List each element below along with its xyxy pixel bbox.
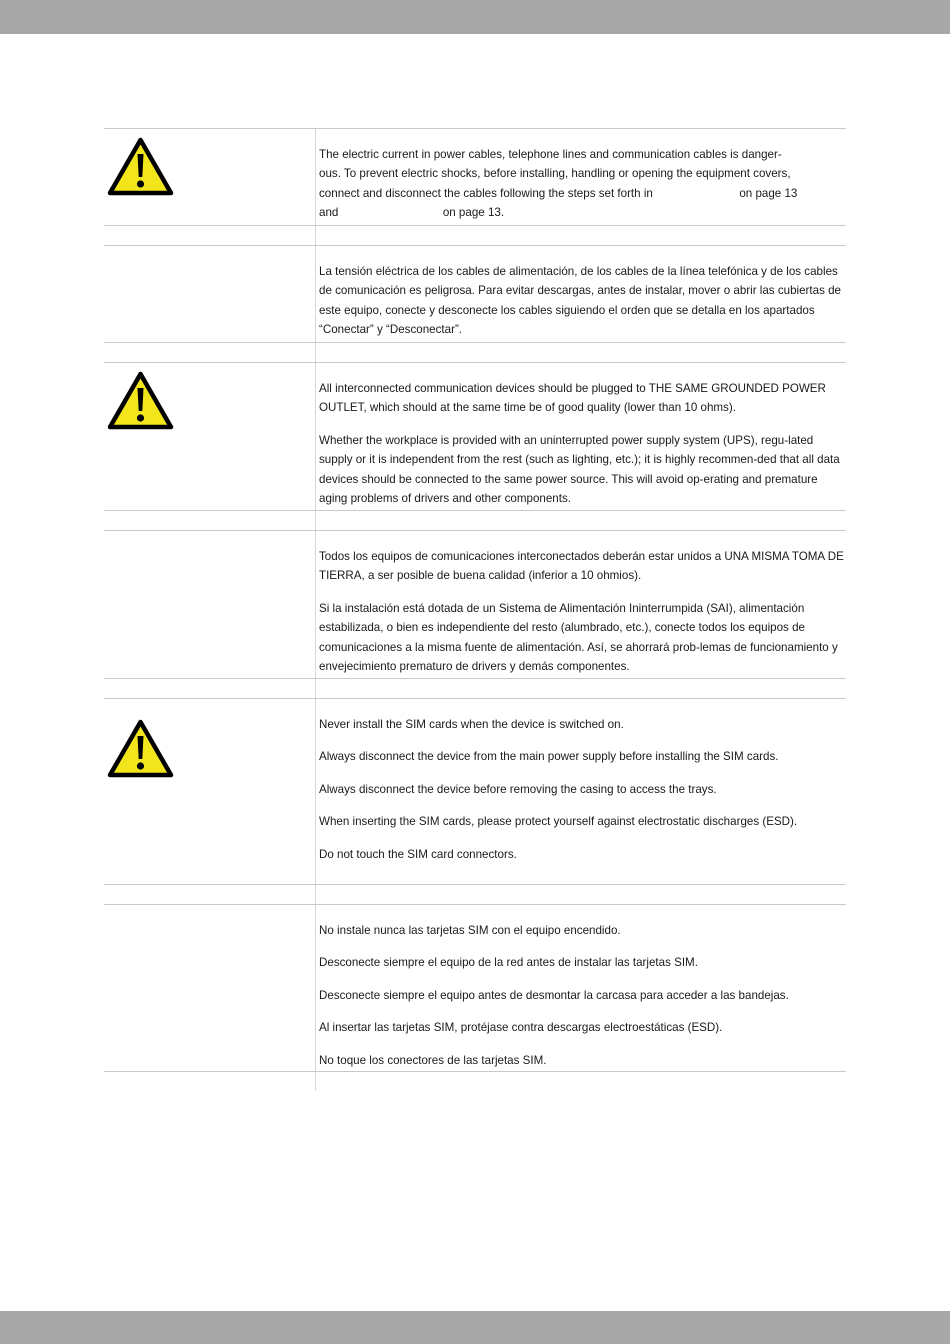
warning-text: [315, 531, 846, 678]
warning-row-grounding-en: [104, 362, 846, 510]
warning-text: [315, 699, 846, 884]
warning-paragraph: Al insertar las tarjetas SIM, protéjase contra descargas electroestáticas (ESD).: [319, 1021, 723, 1035]
warning-text: [315, 905, 846, 1071]
warning-row-grounding-es: [104, 530, 846, 678]
warning-text: [315, 363, 846, 510]
warning-text: [315, 129, 846, 225]
warning-text: [315, 246, 846, 342]
page-reference: on page 13.: [442, 206, 505, 220]
warning-paragraph: Do not touch the SIM card connectors.: [319, 847, 517, 861]
warning-paragraph: Never install the SIM cards when the device is switched on.: [319, 718, 624, 731]
warning-paragraph: Desconecte siempre el equipo de la red antes de instalar las tarjetas SIM.: [319, 956, 698, 970]
warning-paragraph: Always disconnect the device before removing the casing to access the trays.: [319, 782, 717, 796]
warning-paragraph: Todos los equipos de comunicaciones interconectados deberán estar unidos a UNA MISMA TOMA DE TIERRA, a ser posible de buena calidad (inferior a 10 ohmios).: [319, 550, 844, 583]
text-line-start: connect and disconnect the cables following the steps set forth in: [319, 186, 653, 200]
warning-row-sim-en: [104, 698, 846, 884]
safety-warnings-table: [104, 128, 846, 1091]
warning-paragraph: No toque los conectores de las tarjetas SIM.: [319, 1053, 547, 1067]
text-line: The electric current in power cables, telephone lines and communication cables is danger-: [319, 148, 782, 161]
page-header-bar: [0, 0, 950, 34]
text-line: [319, 184, 846, 203]
warning-paragraph: No instale nunca las tarjetas SIM con el equipo encendido.: [319, 924, 621, 937]
warning-paragraph: Whether the workplace is provided with an uninterrupted power supply system (UPS), regu-lated supply or it is independent from the rest (such as lighting, etc.); it is highly recommen-ded that all data devices should be connected to the same power source. This will avoid op-erating and premature aging problems of drivers and other components.: [319, 433, 840, 506]
warning-paragraph: Si la instalación está dotada de un Sistema de Alimentación Ininterrumpida (SAI), alimentación estabilizada, o bien es independiente del resto (alumbrado, etc.), conecte todos los equipos de comunicaciones a la misma fuente de alimentación. Así, se ahorrará prob-lemas de funcionamiento y envejecimiento prematuro de drivers y demás componentes.: [319, 601, 838, 674]
page-footer-bar: [0, 1311, 950, 1344]
warning-row-sim-es: [104, 904, 846, 1071]
text-line-start: and: [319, 206, 339, 220]
warning-row-electric-es: [104, 245, 846, 342]
warning-paragraph: All interconnected communication devices should be plugged to THE SAME GROUNDED POWER OUTLET, which should at the same time be of good quality (lower than 10 ohms).: [319, 382, 826, 415]
page-reference: on page 13: [739, 186, 798, 200]
warning-triangle-icon: [107, 371, 174, 431]
warning-paragraph: When inserting the SIM cards, please protect yourself against electrostatic discharges (ESD).: [319, 815, 798, 829]
text-line: [319, 203, 846, 222]
warning-paragraph: Desconecte siempre el equipo antes de desmontar la carcasa para acceder a las bandejas.: [319, 988, 789, 1002]
warning-paragraph: Always disconnect the device from the main power supply before installing the SIM cards.: [319, 750, 779, 764]
warning-paragraph: La tensión eléctrica de los cables de alimentación, de los cables de la línea telefónica y de los cables de comunicación es peligrosa. Para evitar descargas, antes de instalar, mover o abrir las cubiertas de este equipo, conecte y desconecte los cables siguiendo el orden que se detalla en los apartados “Conectar” y “Desconectar”.: [319, 265, 841, 337]
warning-triangle-icon: [107, 719, 174, 779]
text-line: ous. To prevent electric shocks, before installing, handling or opening the equipment covers,: [319, 167, 791, 181]
warning-triangle-icon: [107, 137, 174, 197]
warning-row-electric-en: [104, 128, 846, 225]
